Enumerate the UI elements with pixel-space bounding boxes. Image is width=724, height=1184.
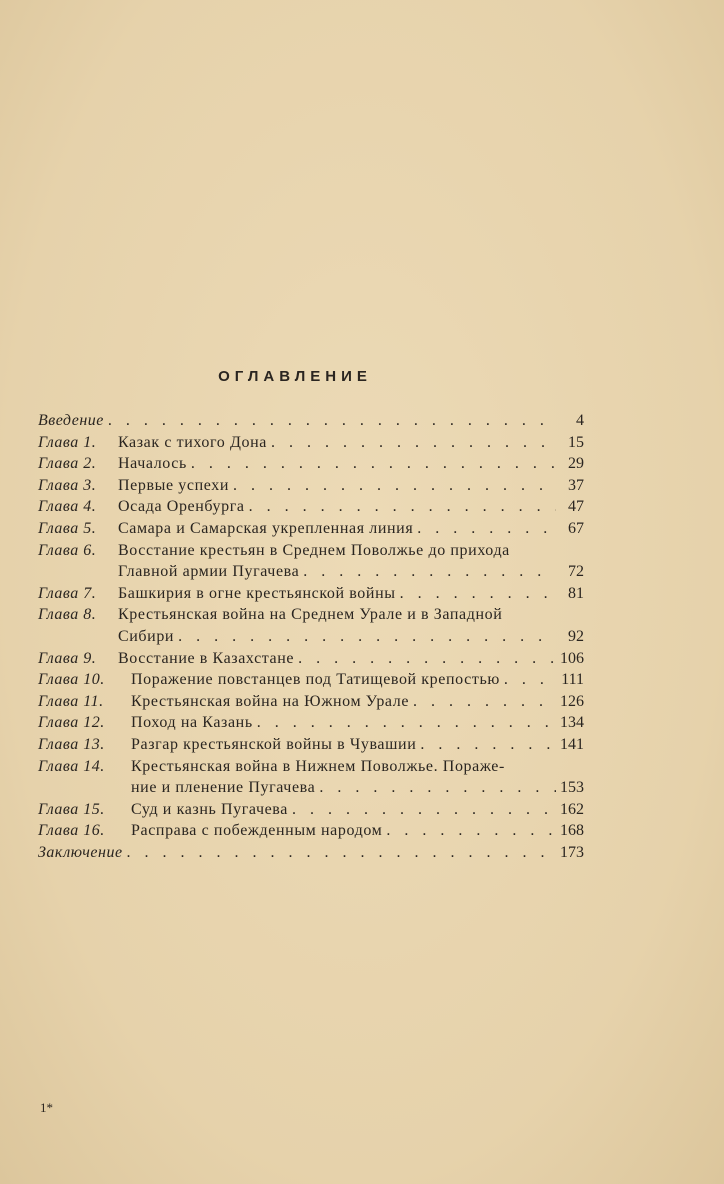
page-number: 141 — [560, 735, 584, 753]
dot-leader — [257, 712, 556, 734]
entry-title: Крестьянская война на Южном Урале — [131, 692, 410, 710]
entry-title: Казак с тихого Дона — [118, 433, 267, 451]
dot-leader — [298, 648, 556, 670]
entry-title: Поражение повстанцев под Татищевой крепостью — [131, 671, 500, 689]
entry-label: Глава 1. — [38, 433, 97, 451]
toc-entry — [38, 540, 584, 562]
page-number: 106 — [560, 649, 584, 667]
entry-label: Глава 4. — [38, 498, 97, 516]
entry-label: Глава 11. — [38, 692, 104, 710]
entry-title: Восстание в Казахстане — [118, 649, 295, 667]
toc-entry — [38, 561, 584, 583]
entry-label: Глава 5. — [38, 519, 97, 537]
dot-leader — [292, 799, 556, 821]
entry-label: Введение — [38, 412, 104, 429]
page-number: 47 — [568, 498, 584, 516]
dot-leader — [413, 691, 556, 713]
dot-leader — [191, 453, 556, 475]
page-number: 72 — [568, 563, 584, 581]
page-number: 168 — [560, 822, 584, 840]
dot-leader — [400, 583, 556, 605]
entry-title: Самара и Самарская укрепленная линия — [118, 519, 414, 537]
dot-leader — [319, 777, 556, 799]
entry-title: Главной армии Пугачева — [118, 563, 300, 581]
toc-entry — [38, 496, 584, 518]
dot-leader — [108, 410, 556, 432]
toc-entry — [38, 626, 584, 648]
entry-title: Первые успехи — [118, 476, 229, 494]
entry-label: Глава 7. — [38, 584, 97, 602]
dot-leader — [417, 518, 556, 540]
entry-title: Сибири — [118, 627, 175, 645]
toc-entry — [38, 518, 584, 540]
dot-leader — [233, 475, 556, 497]
entry-label: Глава 6. — [38, 541, 97, 559]
dot-leader — [386, 820, 556, 842]
toc-entry — [38, 475, 584, 497]
toc-entry — [38, 669, 584, 691]
entry-label: Глава 3. — [38, 476, 97, 494]
entry-title: Башкирия в огне крестьянской войны — [118, 584, 396, 602]
entry-label: Заключение — [38, 843, 123, 861]
toc-entry — [38, 410, 584, 432]
entry-title: Восстание крестьян в Среднем Поволжье до прихода — [118, 541, 510, 559]
page-number: 111 — [561, 671, 584, 689]
toc-entry — [38, 756, 584, 778]
dot-leader — [504, 669, 556, 691]
dot-leader — [249, 496, 556, 518]
toc-entry — [38, 799, 584, 821]
entry-label: Глава 14. — [38, 757, 105, 775]
page-number: 162 — [560, 800, 584, 818]
page-number: 134 — [560, 714, 584, 732]
dot-leader — [127, 842, 556, 864]
page-number: 153 — [560, 779, 584, 797]
entry-title: Расправа с побежденным народом — [131, 822, 383, 840]
page-number: 81 — [568, 584, 584, 602]
page-number: 92 — [568, 627, 584, 645]
entry-label: Глава 10. — [38, 671, 105, 689]
toc-entry — [38, 691, 584, 713]
toc-entry — [38, 712, 584, 734]
dot-leader — [303, 561, 556, 583]
entry-title: Разгар крестьянской войны в Чувашии — [131, 735, 417, 753]
page-number: 126 — [560, 692, 584, 710]
toc-entry — [38, 820, 584, 842]
toc-entry — [38, 432, 584, 454]
dot-leader — [178, 626, 556, 648]
page-number: 37 — [568, 476, 584, 494]
table-of-contents — [38, 410, 584, 863]
entry-label: Глава 13. — [38, 735, 105, 753]
entry-label: Глава 16. — [38, 822, 105, 840]
page-number: 29 — [568, 455, 584, 473]
page-number: 67 — [568, 519, 584, 537]
entry-title: Поход на Казань — [131, 714, 253, 732]
toc-entry — [38, 734, 584, 756]
entry-title: Крестьянская война на Среднем Урале и в Западной — [118, 606, 503, 624]
page-number: 15 — [568, 433, 584, 451]
page-title: ОГЛАВЛЕНИЕ — [218, 368, 372, 385]
entry-title: Началось — [118, 455, 187, 473]
entry-title: Крестьянская война в Нижнем Поволжье. Пораже- — [131, 757, 505, 775]
signature-mark: 1* — [40, 1100, 53, 1115]
dot-leader — [420, 734, 556, 756]
page-number: 4 — [576, 412, 584, 429]
entry-title: ние и пленение Пугачева — [131, 779, 316, 797]
entry-label: Глава 9. — [38, 649, 97, 667]
entry-label: Глава 2. — [38, 455, 97, 473]
entry-title: Суд и казнь Пугачева — [131, 800, 288, 818]
toc-entry — [38, 453, 584, 475]
entry-label: Глава 8. — [38, 606, 97, 624]
entry-label: Глава 12. — [38, 714, 105, 732]
entry-title: Осада Оренбурга — [118, 498, 245, 516]
toc-entry — [38, 604, 584, 626]
page-number: 173 — [560, 843, 584, 861]
entry-label: Глава 15. — [38, 800, 105, 818]
toc-entry — [38, 648, 584, 670]
dot-leader — [271, 432, 556, 454]
toc-entry — [38, 583, 584, 605]
toc-entry — [38, 777, 584, 799]
toc-entry — [38, 842, 584, 864]
